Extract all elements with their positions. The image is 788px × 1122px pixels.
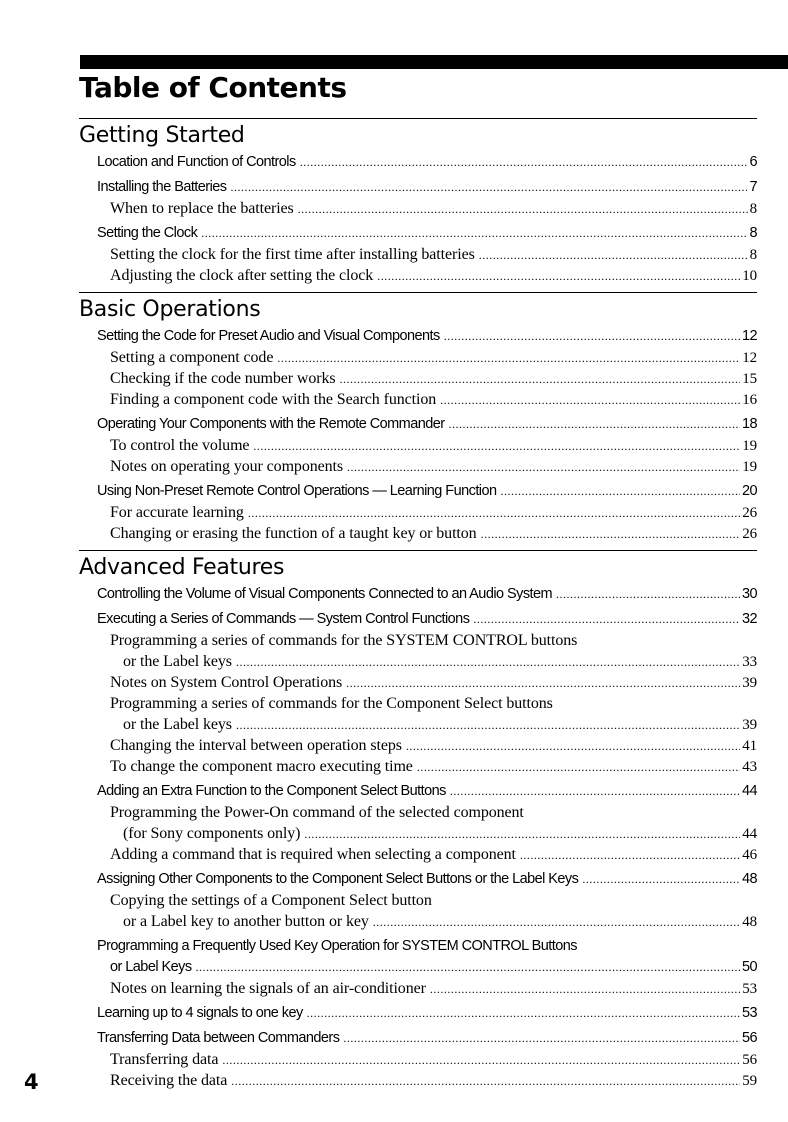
toc-entry[interactable]: Assigning Other Components to the Component Select Buttons or the Label Keys ..... 48 [79, 869, 757, 890]
toc-subentry[interactable]: When to replace the batteries ..... 8 [79, 198, 757, 219]
table-of-contents [79, 118, 757, 1091]
toc-subentry[interactable]: Setting the clock for the first time after installing batteries ..... 8 [79, 244, 757, 265]
toc-subentry[interactable]: Checking if the code number works ..... 15 [79, 368, 757, 389]
toc-entry[interactable]: Programming a Frequently Used Key Operation for SYSTEM CONTROL Buttons [97, 938, 577, 954]
section-heading-getting-started: Getting Started [79, 118, 757, 152]
toc-subentry[interactable]: Adjusting the clock after setting the clock ..... 10 [79, 265, 757, 286]
toc-subentry[interactable]: Notes on System Control Operations ..... 39 [79, 672, 757, 693]
toc-entry[interactable]: Operating Your Components with the Remote Commander ..... 18 [79, 414, 757, 435]
toc-subentry[interactable]: Programming the Power-On command of the selected component [110, 804, 524, 821]
toc-subentry[interactable]: Programming a series of commands for the SYSTEM CONTROL buttons [110, 632, 578, 649]
toc-entry[interactable]: Transferring Data between Commanders ..... 56 [79, 1028, 757, 1049]
toc-subentry[interactable]: To control the volume ..... 19 [79, 435, 757, 456]
toc-subentry[interactable]: Changing or erasing the function of a taught key or button ..... 26 [79, 523, 757, 544]
toc-entry[interactable]: Adding an Extra Function to the Component Select Buttons ..... 44 [79, 781, 757, 802]
toc-subentry[interactable]: Changing the interval between operation steps ..... 41 [79, 735, 757, 756]
toc-subentry-continued[interactable]: or the Label keys ..... 39 [79, 714, 757, 735]
section-heading-basic-operations: Basic Operations [79, 292, 757, 326]
toc-entry[interactable]: Location and Function of Controls ..... 6 [79, 152, 757, 173]
toc-entry[interactable]: Setting the Code for Preset Audio and Visual Components ..... 12 [79, 326, 757, 347]
toc-subentry[interactable]: Transferring data ..... 56 [79, 1049, 757, 1070]
toc-subentry[interactable]: Adding a command that is required when selecting a component ..... 46 [79, 844, 757, 865]
toc-entry[interactable]: Executing a Series of Commands — System Control Functions ..... 32 [79, 609, 757, 630]
toc-subentry[interactable]: Notes on learning the signals of an air-conditioner ..... 53 [79, 978, 757, 999]
toc-subentry[interactable]: Notes on operating your components ..... 19 [79, 456, 757, 477]
page-number: 4 [24, 1070, 39, 1094]
header-bar [80, 55, 788, 69]
toc-subentry-continued[interactable]: (for Sony components only) ..... 44 [79, 823, 757, 844]
toc-entry[interactable]: Learning up to 4 signals to one key ..... 53 [79, 1003, 757, 1024]
section-heading-advanced-features: Advanced Features [79, 550, 757, 584]
toc-subentry[interactable]: Setting a component code ..... 12 [79, 347, 757, 368]
toc-subentry[interactable]: To change the component macro executing time ..... 43 [79, 756, 757, 777]
toc-subentry[interactable]: Finding a component code with the Search function ..... 16 [79, 389, 757, 410]
toc-entry[interactable]: Installing the Batteries ..... 7 [79, 177, 757, 198]
toc-subentry[interactable]: Copying the settings of a Component Select button [110, 892, 432, 909]
toc-subentry-continued[interactable]: or a Label key to another button or key ..... 48 [79, 911, 757, 932]
toc-entry[interactable]: Controlling the Volume of Visual Components Connected to an Audio System ..... 30 [79, 584, 757, 605]
toc-subentry-continued[interactable]: or the Label keys ..... 33 [79, 651, 757, 672]
toc-entry-continued[interactable]: or Label Keys ..... 50 [79, 957, 757, 978]
page-title: Table of Contents [79, 71, 347, 104]
toc-entry[interactable]: Setting the Clock ..... 8 [79, 223, 757, 244]
toc-subentry[interactable]: For accurate learning ..... 26 [79, 502, 757, 523]
toc-entry[interactable]: Using Non-Preset Remote Control Operations — Learning Function ..... 20 [79, 481, 757, 502]
toc-subentry[interactable]: Programming a series of commands for the Component Select buttons [110, 695, 553, 712]
toc-subentry[interactable]: Receiving the data ..... 59 [79, 1070, 757, 1091]
